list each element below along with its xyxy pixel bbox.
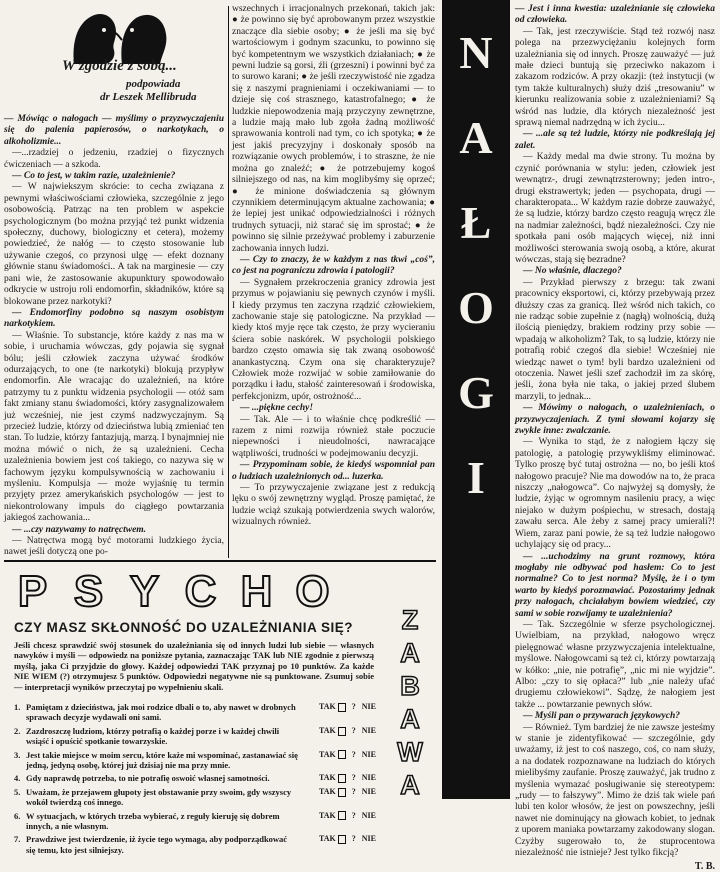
answer-unsure[interactable]: [352, 702, 356, 712]
answer-no-label: NIE: [361, 702, 376, 711]
answer-paragraph: — Przykład pierwszy z brzegu: tak zwani pracownicy eksportowi, ci, którzy przebywają przez dłuższy czas za granicą. Ileż wśród nich takich, co nie radząc sobie zupełnie z (nagłą) wolnością, dużą ilością pieniędzy, brakiem rodziny przy sobie — wpadają w alkoholizm? Tak, to są ludzie, którzy nie potrafią robić czegoś dla siebie! Wcześniej nie wiedząc nawet o tym! byli bardzo uzależnieni od otoczenia. Nawet jeśli szef zachodził im za skórę, jeśli, żona była nie taka, o jakiej przed ślubem marzyli, to jednak...: [515, 277, 715, 402]
psycho-quiz: [4, 564, 436, 855]
banner-letter: N: [459, 27, 493, 78]
quiz-item-number: 7.: [14, 834, 21, 845]
question-paragraph: — Myśli pan o przywarach językowych?: [523, 711, 681, 722]
banner-letter: A: [459, 112, 493, 163]
answer-no[interactable]: [362, 787, 376, 797]
banner-letter: I: [467, 452, 485, 503]
checkbox-icon: [338, 835, 346, 844]
quiz-intro: Jeśli chcesz sprawdzić swój stosunek do uzależniania się od innych ludzi lub siebie — własnych nawyków i myśli — odpowiedz na poniższe pytania, zaznaczając TAK lub NIE zgodnie z pierwszą myślą, jaka Ci przyjdzie do głowy. Każdej odpowiedzi TAK przyznaj po 10 punktów. Za każde NIE WIEM (?) otrzymujesz 5 punktów. Odpowiedzi negatywne nie są punktowane. Zsumuj sobie — interpretacji wyników przeczytaj po wypełnieniu skali.: [14, 640, 374, 692]
answer-yes-label: TAK: [319, 834, 336, 844]
checkbox-icon: [338, 703, 346, 712]
answer-no[interactable]: [362, 773, 376, 783]
column-divider: [228, 6, 229, 558]
answer-unsure-label: ?: [351, 834, 356, 844]
question-paragraph: — Jest i inna kwestia: uzależnianie się człowieka od człowieka.: [515, 4, 715, 26]
answer-paragraph: — Wynika to stąd, że z nałogiem łączy się patologię, a patologię przywykliśmy eliminować. Tylko proszę być tutaj ostrożna — no, bo jeśli ktoś nałogowo pracuje? Nie ma dowodów na to, że praca niszczy „nałogowca”. Co najwyżej są domysły, że ludzie, żyjąc w ogromnym nasileniu pracy, a więc niejako w dużym pośpiechu, w stresach, dostają zawału serca. Ale żeby z samej pracy umierali?! Wiem, zaraz pani powie, że są też ludzie nałogowo uchylający się od pracy...: [515, 437, 715, 551]
quiz-answers: [298, 726, 376, 736]
question-paragraph: — Mówimy o nałogach, o uzależnieniach, o przyzwyczajeniach. Z tymi słowami kojarzy się zwykle inne: zwalczanie.: [515, 403, 715, 437]
quiz-item-number: 3.: [14, 749, 21, 760]
checkbox-icon: [338, 750, 346, 759]
quiz-item: [14, 726, 376, 747]
answer-paragraph: — Tak, jest rzeczywiście. Stąd też rozwój nasz polega na przezwyciężaniu kolejnych form uzależniania się od innych. Proszę zauważyć — już małe dzieci buntują się przeciwko nakazom i zakazom rodziców. A przy okazji: (też instytucji (w tym także kulturalnych) służy dziś „tresowaniu” w kierunku realizowania sobie z uzależnieniami? Są wśród nas ludzie, dla których niezależność jest sprawą niemal nadrzędną w ich życiu...: [515, 26, 715, 129]
banner-letter: G: [458, 367, 494, 418]
answer-no[interactable]: [362, 750, 376, 760]
author-initials: T. B.: [694, 861, 715, 872]
checkbox-icon: [338, 727, 346, 736]
answer-yes[interactable]: [319, 773, 346, 783]
answer-no-label: NIE: [361, 834, 376, 844]
answer-yes[interactable]: [319, 726, 346, 736]
answer-paragraph: —...rzadziej o jedzeniu, rzadziej o fizycznych ćwiczeniach — a szkoda.: [4, 148, 224, 170]
psycho-letter: O: [295, 567, 331, 616]
answer-paragraph: — Natręctwa mogą być motorami ludzkiego życia, nawet jeśli dotyczą one po-: [4, 536, 224, 558]
banner-title: [442, 16, 510, 515]
answer-yes[interactable]: [319, 811, 346, 821]
banner-letter: Ł: [460, 197, 492, 248]
psycho-letter: S: [73, 567, 105, 616]
answer-unsure[interactable]: [352, 787, 356, 797]
answer-unsure-label: ?: [351, 749, 356, 759]
answer-yes[interactable]: [319, 750, 346, 760]
column-1-text: [4, 114, 224, 559]
answer-unsure-label: ?: [351, 702, 356, 711]
answer-unsure-label: ?: [351, 786, 356, 796]
question-paragraph: — Przypominam sobie, że kiedyś wspomniał pan o ludziach uzależnionych od... luzerka.: [232, 460, 435, 482]
answer-paragraph: — Każdy medal ma dwie strony. Tu można by czynić porównania w stylu: jeden, człowiek jest wewnątrz-, drugi zewnątrzsterowny; jeden intro-, drugi ekstrawertyk; jeden — psychopata, drugi — charakteropata... W każdym razie dobrze zauważyć, że są ludzie, którzy bardzo często reagują wręcz źle na nadmiar zależności, bądź niezależności. Czy nie spotkała pani osób mających więcej, niż inni możliwości sterowania swoją osobą, a które, akurat wówczas, stają się bezradne?: [515, 152, 715, 265]
answer-no[interactable]: [362, 726, 376, 736]
quiz-item-number: 5.: [14, 786, 21, 797]
question-paragraph: — Mówiąc o nałogach — myślimy o przyzwyczajeniu się do palenia papierosów, o narkotykach, o alkoholizmie...: [4, 114, 224, 147]
quiz-item-number: 6.: [14, 810, 21, 821]
quiz-item-text: Uważam, że przejawem głupoty jest obstawanie przy swoim, gdy wszyscy wokół twierdzą coś innego.: [26, 786, 292, 808]
quiz-item-text: Jest takie miejsce w moim sercu, które każe mi wspominać, zastanawiać się jedną, jedyną osobę, której już dzisiaj nie ma przy mnie.: [26, 749, 298, 771]
question-paragraph: — ...czy nazywamy to natręctwem.: [12, 524, 147, 535]
quiz-item-text: Gdy naprawdę potrzeba, to nie potrafię oswoić własnej samotności.: [26, 773, 270, 784]
answer-no-label: NIE: [361, 725, 376, 735]
column-4-text: [515, 4, 715, 859]
answer-no-label: NIE: [361, 749, 376, 759]
answer-no-label: NIE: [361, 786, 376, 796]
checkbox-icon: [338, 774, 346, 783]
naloogi-banner: [442, 0, 510, 799]
zabawa-heading: [388, 604, 432, 802]
quiz-item-text: Prawdziwe jest twierdzenie, iż życie tego wymaga, aby podporządkować się temu, kto jest silniejszy.: [26, 834, 288, 855]
quiz-answers: [298, 811, 376, 821]
quiz-item-text: W sytuacjach, w których trzeba wybierać, z reguły kieruję się dobrem innych, a nie własnym.: [26, 810, 280, 832]
quiz-answers: [298, 834, 376, 844]
answer-no-label: NIE: [361, 810, 376, 820]
answer-unsure-label: ?: [351, 773, 356, 783]
answer-unsure[interactable]: [352, 726, 356, 736]
quiz-item: [14, 834, 376, 855]
answer-paragraph: — Właśnie. To substancje, które każdy z nas ma w sobie, i uruchamia wówczas, gdy pojawia się sygnał bólu; jeśli człowiek zaczyna używać środków odurzających, to one (te narkotyki) blokują przypływ endomorfin. Ale wracając do uzależnień, na które patrzymy tu z punktu widzenia psychologii — otóż sam fakt zmiany stanu świadomości, który zasygnalizowałem już wcześniej, nie jest czymś nadzwyczajnym. Są przecież ludzie, którzy od dzieciństwa lubią zmieniać ten stan. To ludzie, którzy fantazjują, marzą. I bynajmniej nie można mówić o nich, że są uzależnieni. Cecha uzależnienia bowiem jest coś takiego, co nazywa się w fachowym języku kompulsywnością w zachowaniu i myśleniu. Kompulsja — może wyjaśnię tu termin przyjęty przez amerykańskich psychologów — jest to niekontrolowany impuls do ciągłego powtarzania jakiegoś zachowania...: [4, 330, 224, 524]
checkbox-icon: [338, 788, 346, 797]
answer-paragraph: — To przywyczajenie związane jest z redukcją lęku o swój zewnętrzny wygląd. Proszę pamiętać, że ludzie wciąż szukają potwierdzenia swych walorów, wizualnych również.: [232, 483, 435, 528]
quiz-item: [14, 773, 376, 783]
answer-unsure[interactable]: [352, 773, 356, 783]
answer-paragraph: — Również. Tym bardziej że nie zawsze jesteśmy w stanie je zidentyfikować — szczególnie, gdy uważamy, iż jest to coś naszego, coś, co nam służy, a na dodatek rozpoznawane na ludziach do których mielibyśmy zaufanie. Proszę zauważyć, jak trudno z myślenia wymazać posługiwanie się stereotypem: „rudy — to fałszywy”. Mimo że dziś tak wiele pań lubi ten kolor włosów, że jest on powszechny, jeśli nawet nie dominujący na głowach kobiet, to jednak z uporem maniaka powtarzamy zakodowany slogan. Czyżby sugerowało to, że stuprocentowa niezależność nie istnieje? Jest tylko fikcją?: [515, 722, 715, 859]
quiz-item-text: Zazdroszczę ludziom, którzy potrafią o każdej porze i w każdej chwili wsiąść i opuścić spotkanie towarzyskie.: [26, 725, 280, 747]
zabawa-letter: A: [400, 704, 420, 734]
answer-yes-label: TAK: [319, 702, 336, 711]
psycho-letter: C: [184, 567, 218, 616]
answer-paragraph: — Tak. Szczególnie w sferze psychologicznej. Uwielbiam, na przykład, nałogowo wręcz pielęgnować własne przyzwyczajenia intelektualne, myślowe. Nałogowcami są też ci, którzy powtarzają w kółko: „nie, nie potrafię”, „nic mi nie wyjdzie”. Albo: „czy to się opłaca?” lub „nie należy ufać drugiemu człowiekowi”. Sądzę, że nałogiem jest także ... powtarzanie pewnych słów.: [515, 619, 715, 710]
quiz-answers: [298, 773, 376, 783]
answer-unsure-label: ?: [351, 725, 356, 735]
answer-unsure-label: ?: [351, 810, 356, 820]
checkbox-icon: [338, 811, 346, 820]
answer-paragraph: — W najwiekszym skrócie: to cecha związana z pewnymi właściwościami człowieka, szczególnie z jego osobowością. Patrząc na ten problem w aspekcie psychologicznym (bo można przyjąć też punkt widzenia społeczny, duchowy, biologiczny et cetera), możemy powiedzieć, że nałóg — to często stosowanie lub używanie czegoś, co przynosi ulgę — efekt doznany głównie stanu świadomości.. A tak na marginesie — czy pani wie, że zastosowanie akupunktury spowodowało odkrycie w ustroju roli endomorfin, składników, które są blokowane przez narkotyki?: [4, 182, 224, 307]
answer-yes-label: TAK: [319, 786, 336, 796]
quiz-item-number: 2.: [14, 725, 21, 736]
question-paragraph: — No właśnie, dlaczego?: [523, 266, 622, 277]
quiz-item: [14, 750, 376, 771]
column-2: [232, 4, 435, 559]
answer-unsure[interactable]: [352, 834, 356, 844]
rubric-author: dr Leszek Mellibruda: [100, 91, 197, 103]
banner-letter: O: [458, 282, 494, 333]
answer-unsure[interactable]: [352, 811, 356, 821]
zabawa-letter: Z: [401, 605, 419, 635]
psycho-letter: P: [17, 567, 49, 616]
quiz-answers: [298, 702, 376, 712]
quiz-answers: [298, 787, 376, 797]
rubric-header: [4, 4, 224, 114]
zabawa-letter: B: [400, 671, 420, 701]
column-2-text: [232, 4, 435, 529]
quiz-item-number: 4.: [14, 773, 21, 784]
answer-no[interactable]: [362, 834, 376, 844]
quiz-item: [14, 702, 376, 723]
psycho-heading: [10, 567, 350, 616]
quiz-title: CZY MASZ SKŁONNOŚĆ DO UZALEŻNIANIA SIĘ?: [14, 620, 354, 635]
quiz-item-number: 1.: [14, 702, 21, 712]
column-1: [4, 4, 224, 559]
question-paragraph: — ...piękne cechy!: [240, 403, 314, 414]
rubric-subtitle: [100, 78, 197, 104]
answer-yes-label: TAK: [319, 725, 336, 735]
column-4: [515, 4, 715, 872]
question-paragraph: — Endomorfiny podobno są naszym osobistym narkotykiem.: [4, 307, 224, 330]
answer-paragraph: — Tak. Ale — i to właśnie chcę podkreślić — razem z nimi rozwija również stałe poczucie niepewności i nieudolności, nawracające wątpliwości, trudności w podejmowaniu decyzji.: [232, 414, 435, 459]
section-divider: [4, 560, 436, 562]
answer-yes-label: TAK: [319, 773, 336, 783]
rubric-subtitle-line: podpowiada: [126, 78, 181, 90]
quiz-item-text: Pamiętam z dzieciństwa, jak moi rodzice dbali o to, aby nawet w drobnych sprawach decyzje wydawali oni sami.: [26, 702, 296, 723]
answer-unsure[interactable]: [352, 750, 356, 760]
answer-paragraph: wszechnych i irracjonalnych przekonań, takich jak: ● że powinno się być aprobowanym przez wszystkie znaczące dla siebie osoby; ● że jeśli ma się być wartościowym i godnym szacunku, to powinno się być kompetentnym we wszystkich działaniach; ● że pewni ludzie są gorsi, źli (grzeszni) i powinni być za to surowo karani; ● że jeśli rzeczywistość nie zgadza się z naszymi pragnieniami i oczekiwaniami — to dzieje się coś strasznego, katastrofalnego; ● że ludzkie niepowodzenia mają przyczyny zewnętrzne, a ludzie mają mało lub zgoła żadną możliwość sprawowania kontroli nad tym, co ich spotyka; ● że jest jakiś precyzyjny i doskonały sposób na rozwiązanie owych problemów, i to straszne, że nie można go znaleźć; ● że potrzebujemy kogoś silniejszego od nas, na kim moglibyśmy się oprzeć; ● że minione doświadczenia są głównym czynnikiem determinującym aktualne zachowania; ● że lepiej jest unikać odpowiedzialności i różnych trudnych sytuacji, niż starać się im sprostać; ● że powinno się silnie przeżywać problemy i zaburzenie zachowania innych ludzi.: [232, 4, 435, 254]
zabawa-letter: A: [400, 770, 420, 800]
answer-yes-label: TAK: [319, 749, 336, 759]
rubric-title: W zgodzie z sobą...: [62, 58, 177, 74]
quiz-item: [14, 811, 376, 832]
answer-yes[interactable]: [319, 702, 346, 712]
question-paragraph: — Czy to znaczy, że w każdym z nas tkwi „coś”, co jest na pograniczu zdrowia i patologii?: [232, 254, 435, 277]
answer-no[interactable]: [362, 702, 376, 712]
question-paragraph: — Co to jest, w takim razie, uzależnienie?: [12, 171, 176, 182]
answer-paragraph: — Sygnałem przekroczenia granicy zdrowia jest przymus w pojawianiu się pewnych czynów i myśli. I kiedy przymus ten zaczyna rządzić człowiekiem, zachowanie staje się patologiczne. Na przykład — kiedy ktoś myje ręce tak często, że przy wycieraniu ściera sobie naskórek. W psychologii polskiego bardzo często omawia się tak zwaną osobowość anankastyczną. Czym ona się charakteryzuje? Człowiek może rozwijać w sobie zamiłowanie do porządku i ładu, stałość zainteresowań i środowiska, perfekcjonizm, upór, ostrożność...: [232, 277, 435, 402]
answer-no-label: NIE: [361, 773, 376, 783]
answer-no[interactable]: [362, 811, 376, 821]
answer-yes[interactable]: [319, 834, 346, 844]
quiz-answers: [298, 750, 376, 760]
question-paragraph: — ...ale są też ludzie, którzy nie podkreślają jej zalet.: [515, 129, 715, 151]
zabawa-letter: A: [400, 638, 420, 668]
zabawa-letter: W: [397, 737, 423, 767]
psycho-letter: Y: [129, 567, 161, 616]
answer-yes[interactable]: [319, 787, 346, 797]
answer-yes-label: TAK: [319, 810, 336, 820]
psycho-letter: H: [240, 567, 274, 616]
quiz-list: [14, 702, 376, 858]
quiz-item: [14, 787, 376, 808]
question-paragraph: — ...uchodzimy na grunt rozmowy, która mogłaby nie odbywać pod hasłem: Co to jest normalne? Co to jest norma? Myślę, że i o tym warto by kiedyś porozmawiać. Pozostańmy jednak przy nałogach, chciałabym bowiem wiedzieć, czy sami w sobie rozwijamy te uzależnienia?: [515, 551, 715, 619]
